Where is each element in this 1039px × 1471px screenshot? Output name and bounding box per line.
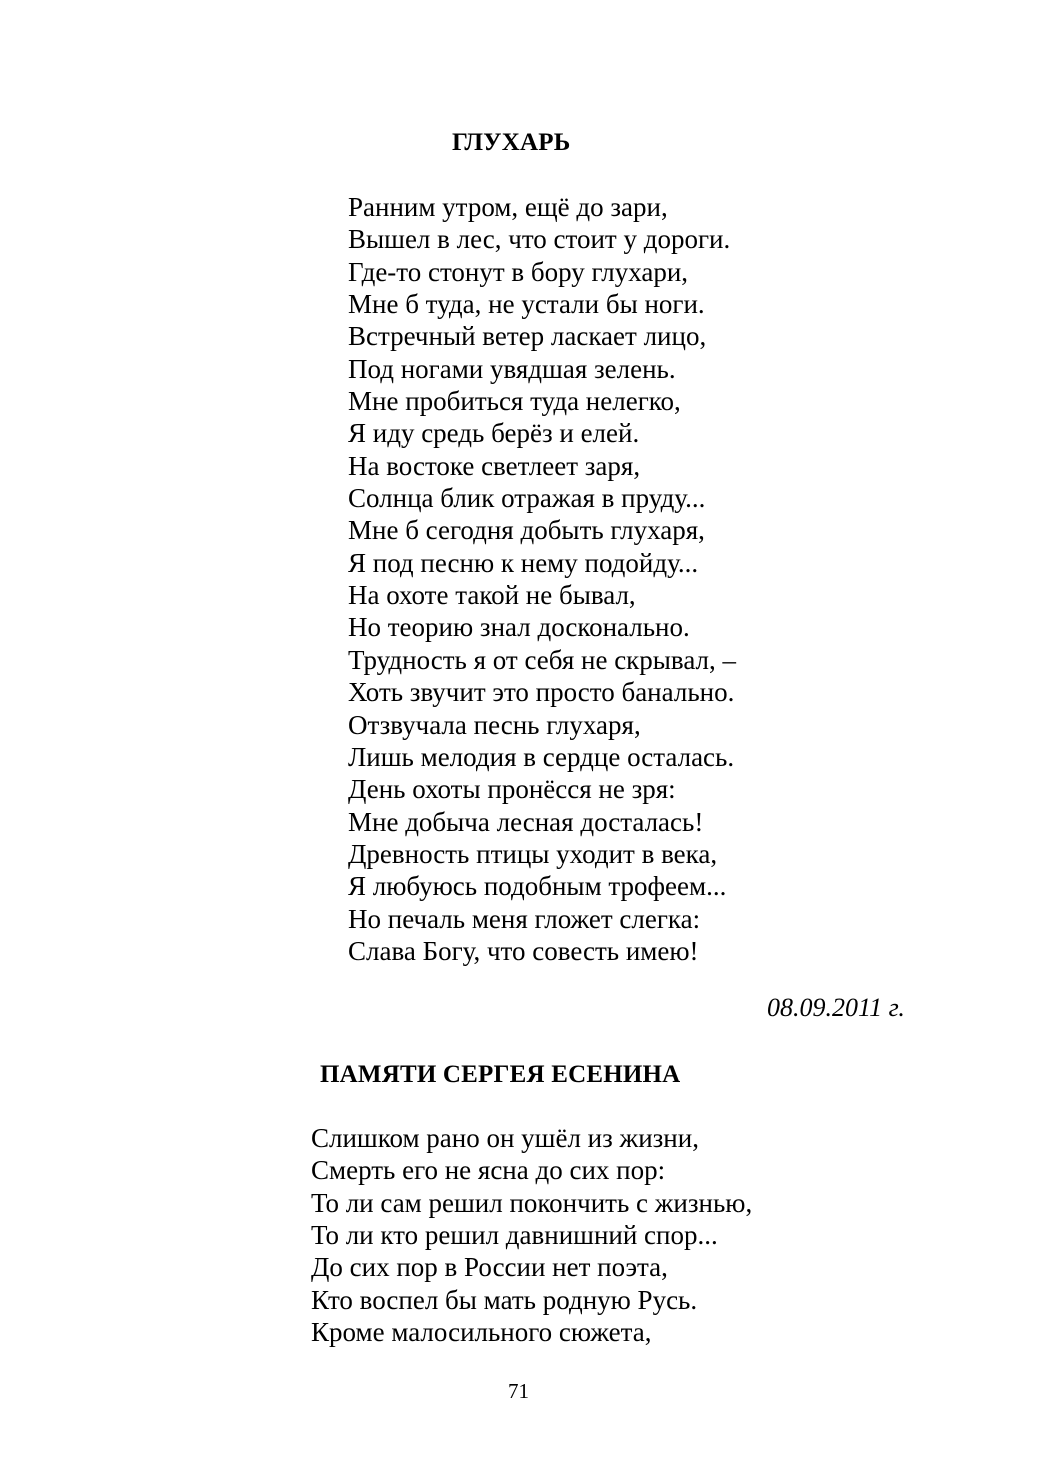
poem-line: Лишь мелодия в сердце осталась.: [348, 741, 735, 772]
poem-text: [311, 1122, 752, 1348]
poem-date: 08.09.2011 г.: [767, 993, 905, 1022]
poem-line: Я под песню к нему подойду...: [348, 547, 699, 578]
poem-line: То ли сам решил покончить с жизнью,: [311, 1187, 753, 1218]
poem-line: Слава Богу, что совесть имею!: [348, 935, 699, 966]
poem-line: Хоть звучит это просто банально.: [348, 677, 735, 708]
poem-line: Солнца блик отражая в пруду...: [348, 483, 706, 514]
poem-line: Мне б туда, не устали бы ноги.: [348, 289, 705, 320]
page-number: 71: [508, 1379, 529, 1403]
poem-line: Я иду средь берёз и елей.: [348, 418, 640, 449]
poem-line: То ли кто решил давнишний спор...: [311, 1220, 718, 1251]
poem-line: На охоте такой не бывал,: [348, 580, 636, 611]
poem-line: Мне б сегодня добыть глухаря,: [348, 515, 705, 546]
poem-line: Слишком рано он ушёл из жизни,: [311, 1123, 699, 1153]
poem-line: Вышел в лес, что стоит у дороги.: [348, 224, 731, 255]
poem-line: Трудность я от себя не скрывал, –: [348, 644, 737, 675]
poem-line: Встречный ветер ласкает лицо,: [348, 321, 707, 352]
poem-title: ГЛУХАРЬ: [452, 129, 571, 156]
poem-line: До сих пор в России нет поэта,: [311, 1252, 668, 1283]
poem-line: Смерть его не ясна до сих пор:: [311, 1155, 666, 1186]
poem-line: Но теорию знал досконально.: [348, 612, 690, 643]
poem-line: Кроме малосильного сюжета,: [311, 1317, 652, 1348]
poem-line: Под ногами увядшая зелень.: [348, 353, 676, 384]
poem-text: [348, 191, 736, 967]
poem-line: Я любуюсь подобным трофеем...: [348, 871, 727, 902]
poem-line: На востоке светлеет заря,: [348, 450, 641, 481]
poem-line: Мне добыча лесная досталась!: [348, 806, 704, 837]
poem-title: ПАМЯТИ СЕРГЕЯ ЕСЕНИНА: [320, 1061, 681, 1088]
poem-line: Где-то стонут в бору глухари,: [348, 256, 689, 287]
poem-line: Но печаль меня гложет слегка:: [348, 903, 701, 934]
poem-line: Отзвучала песнь глухаря,: [348, 709, 641, 740]
poem-line: День охоты пронёсся не зря:: [348, 774, 676, 805]
poem-line: Ранним утром, ещё до зари,: [348, 192, 668, 222]
poem-line: Древность птицы уходит в века,: [348, 838, 718, 869]
poem-line: Мне пробиться туда нелегко,: [348, 386, 681, 417]
poem-line: Кто воспел бы мать родную Русь.: [311, 1284, 698, 1315]
